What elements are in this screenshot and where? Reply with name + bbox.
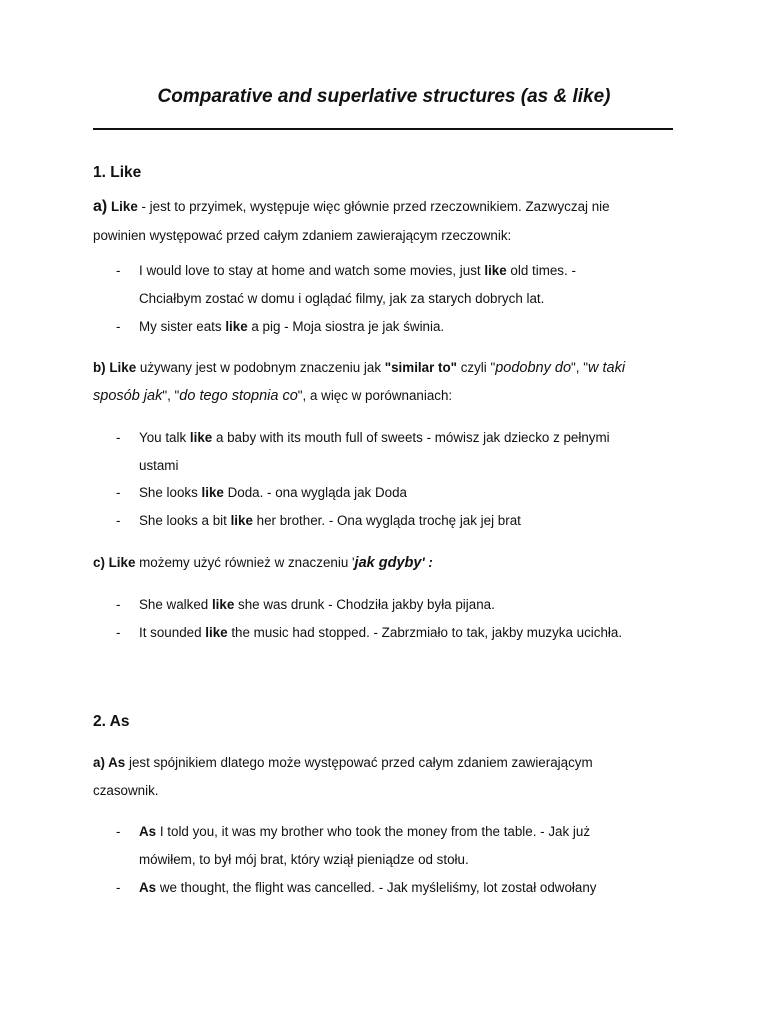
paragraph-text: ", a więc w porównaniach: [297, 388, 453, 403]
list-item [139, 597, 699, 612]
italic-phrase: do tego stopnia co [179, 388, 298, 404]
keyword: As [139, 880, 157, 895]
list-item [139, 319, 699, 334]
example-text: a pig - Moja siostra je jak świnia. [247, 319, 445, 334]
paragraph-text: możemy użyć również w znaczeniu ' [135, 555, 355, 570]
example-text: I would love to stay at home and watch some movies, just [139, 263, 485, 278]
paragraph-text: - jest to przyimek, występuje więc głównie przed rzeczownikiem. Zazwyczaj nie [137, 199, 610, 214]
list-item [139, 880, 699, 895]
paragraph-2a-line1 [93, 755, 683, 770]
paragraph-text: ", " [571, 360, 588, 375]
paragraph-text: używany jest w podobnym znaczeniu jak [136, 360, 385, 375]
paragraph-1a-line2: powinien występować przed całym zdaniem zawierającym rzeczownik: [93, 228, 512, 243]
example-text: You talk [139, 430, 190, 445]
keyword: like [205, 625, 228, 640]
example-text: we thought, the flight was cancelled. - Jak myśleliśmy, lot został odwołany [156, 880, 597, 895]
example-text: I told you, it was my brother who took the money from the table. - Jak już [156, 824, 591, 839]
paragraph-1c [93, 555, 683, 571]
italic-phrase: jak gdyby [354, 555, 422, 571]
example-text: the music had stopped. - Zabrzmiało to tak, jakby muzyka ucichła. [227, 625, 623, 640]
example-text: She walked [139, 597, 212, 612]
list-item [139, 263, 699, 278]
list-item [139, 513, 699, 528]
paragraph-text: czyli " [457, 360, 496, 375]
example-text: She looks [139, 485, 202, 500]
example-text: old times. - [506, 263, 576, 278]
italic-phrase: podobny do [495, 360, 572, 376]
example-text: her brother. - Ona wygląda trochę jak jej brat [252, 513, 521, 528]
bullet-marker: - [116, 430, 121, 445]
paragraph-text: ' : [421, 555, 433, 570]
title-rule [93, 128, 673, 130]
keyword: like [201, 485, 224, 500]
example-text: My sister eats [139, 319, 226, 334]
paragraph-1b-line1 [93, 360, 683, 376]
list-item [139, 430, 699, 445]
keyword: like [225, 319, 248, 334]
section-heading-as: 2. As [93, 713, 130, 730]
bullet-marker: - [116, 597, 121, 612]
list-item [139, 485, 699, 500]
list-item-continuation: Chciałbym zostać w domu i oglądać filmy, jak za starych dobrych lat. [139, 291, 545, 306]
paragraph-2a-line2: czasownik. [93, 783, 159, 798]
bullet-marker: - [116, 485, 121, 500]
example-text: Doda. - ona wygląda jak Doda [223, 485, 407, 500]
bullet-marker: - [116, 625, 121, 640]
list-item [139, 824, 699, 839]
item-letter: a) [93, 198, 108, 215]
keyword: "similar to" [384, 360, 457, 375]
paragraph-1a-line1 [93, 198, 683, 216]
paragraph-text: jest spójnikiem dlatego może występować przed całym zdaniem zawierającym [125, 755, 593, 770]
bullet-marker: - [116, 824, 121, 839]
bullet-marker: - [116, 513, 121, 528]
italic-phrase: w taki [587, 360, 626, 376]
item-label: a) As [93, 755, 126, 770]
italic-phrase: sposób jak [93, 388, 163, 404]
list-item [139, 625, 699, 640]
keyword: like [484, 263, 507, 278]
item-label: c) Like [93, 555, 136, 570]
section-heading-like: 1. Like [93, 164, 142, 181]
keyword: like [211, 597, 235, 612]
keyword: As [139, 824, 157, 839]
bullet-marker: - [116, 880, 121, 895]
paragraph-1b-line2 [93, 388, 683, 404]
list-item-continuation: ustami [139, 458, 179, 473]
keyword: Like [110, 199, 138, 214]
list-item-continuation: mówiłem, to był mój brat, który wziął pieniądze od stołu. [139, 852, 469, 867]
example-text: a baby with its mouth full of sweets - mówisz jak dziecko z pełnymi [212, 430, 610, 445]
example-text: she was drunk - Chodziła jakby była pijana. [234, 597, 495, 612]
bullet-marker: - [116, 319, 121, 334]
keyword: like [189, 430, 213, 445]
item-label: b) Like [93, 360, 137, 375]
example-text: She looks a bit [139, 513, 231, 528]
paragraph-text: ", " [162, 388, 180, 403]
bullet-marker: - [116, 263, 121, 278]
example-text: It sounded [139, 625, 206, 640]
document-title: Comparative and superlative structures (as & like) [157, 86, 611, 107]
keyword: like [230, 513, 253, 528]
